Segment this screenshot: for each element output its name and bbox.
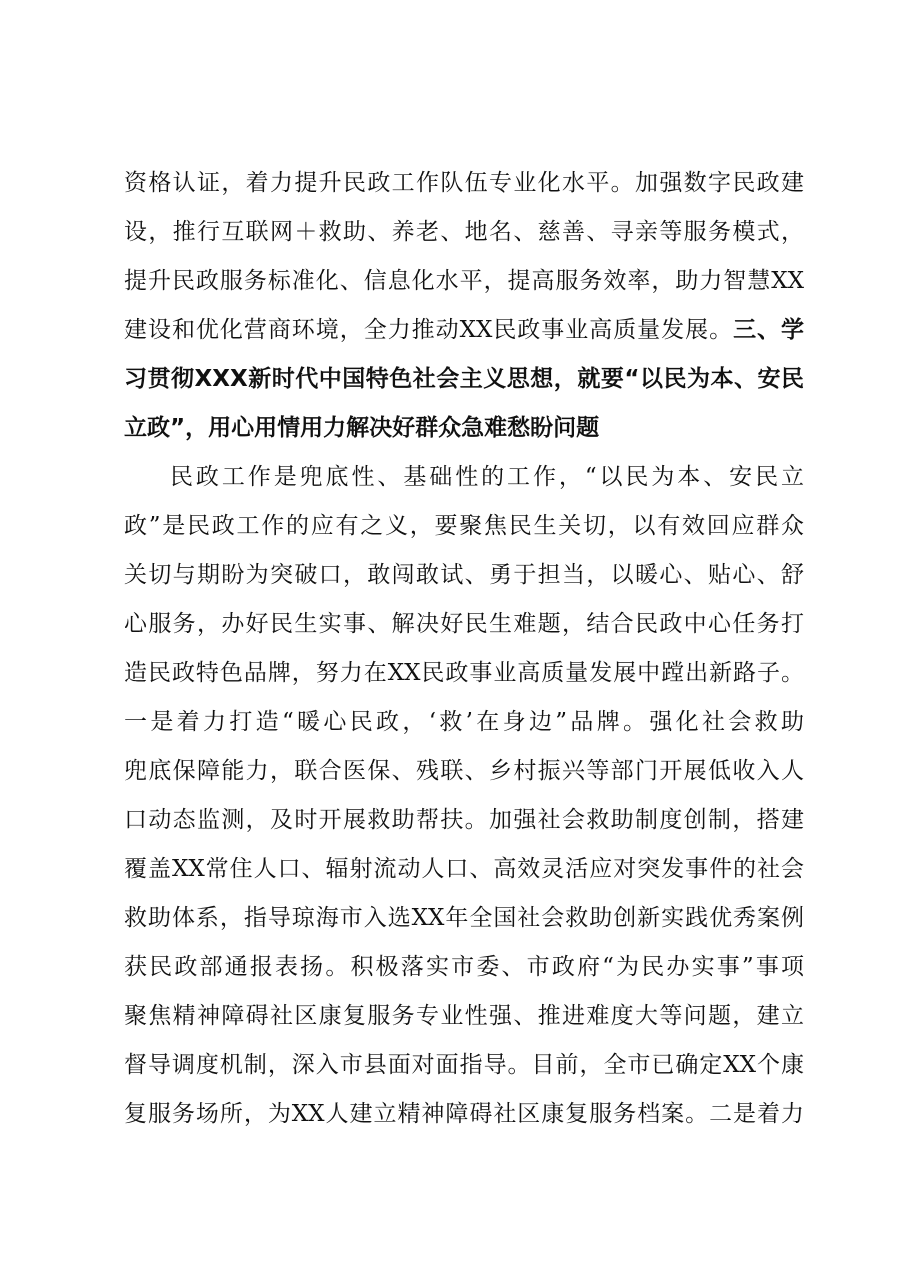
- body-text-segment: 建设和优化营商环境，全力推动XX民政事业高质量发展。: [124, 317, 734, 343]
- body-text-line: 关切与期盼为突破口，敢闯敢试、勇于担当，以暖心、贴心、舒: [124, 562, 804, 588]
- body-text-line: 聚焦精神障碍社区康复服务专业性强、推进难度大等问题，建立: [124, 1003, 804, 1029]
- body-text-line: 兜底保障能力，联合医保、残联、乡村振兴等部门开展低收入人: [124, 758, 804, 784]
- body-text-line: 政”是民政工作的应有之义，要聚焦民生关切，以有效回应群众: [124, 513, 804, 539]
- body-text-line: 口动态监测，及时开展救助帮扶。加强社会救助制度创制，搭建: [124, 807, 804, 833]
- body-text-line-with-heading-start: [124, 310, 804, 350]
- section-heading-start: 三、学: [733, 317, 804, 343]
- body-text-line: 督导调度机制，深入市县面对面指导。目前，全市已确定XX个康: [124, 1052, 804, 1078]
- body-text-line: 复服务场所，为XX人建立精神障碍社区康复服务档案。二是着力: [124, 1101, 804, 1127]
- body-text-line: 救助体系，指导琼海市入选XX年全国社会救助创新实践优秀案例: [124, 905, 804, 931]
- body-text-line: 提升民政服务标准化、信息化水平，提高服务效率，助力智慧XX: [124, 268, 804, 294]
- body-text-line: 造民政特色品牌，努力在XX民政事业高质量发展中蹚出新路子。: [124, 660, 804, 686]
- body-text-line: 获民政部通报表扬。积极落实市委、市政府“为民办实事”事项: [124, 954, 804, 980]
- body-text-line: 资格认证，着力提升民政工作队伍专业化水平。加强数字民政建: [124, 170, 804, 196]
- section-heading-line: 习贯彻XXX新时代中国特色社会主义思想，就要“以民为本、安民: [124, 366, 804, 392]
- body-text-line: 一是着力打造“暖心民政，‘救’在身边”品牌。强化社会救助: [124, 709, 804, 735]
- section-heading-line: 立政”，用心用情用力解决好群众急难愁盼问题: [124, 415, 600, 441]
- body-text-line: 设，推行互联网＋救助、养老、地名、慈善、寻亲等服务模式，: [124, 219, 804, 245]
- paragraph-first-line: 民政工作是兜底性、基础性的工作，“以民为本、安民立: [170, 464, 804, 490]
- body-text-line: 覆盖XX常住人口、辐射流动人口、高效灵活应对突发事件的社会: [124, 856, 804, 882]
- body-text-line: 心服务，办好民生实事、解决好民生难题，结合民政中心任务打: [124, 611, 804, 637]
